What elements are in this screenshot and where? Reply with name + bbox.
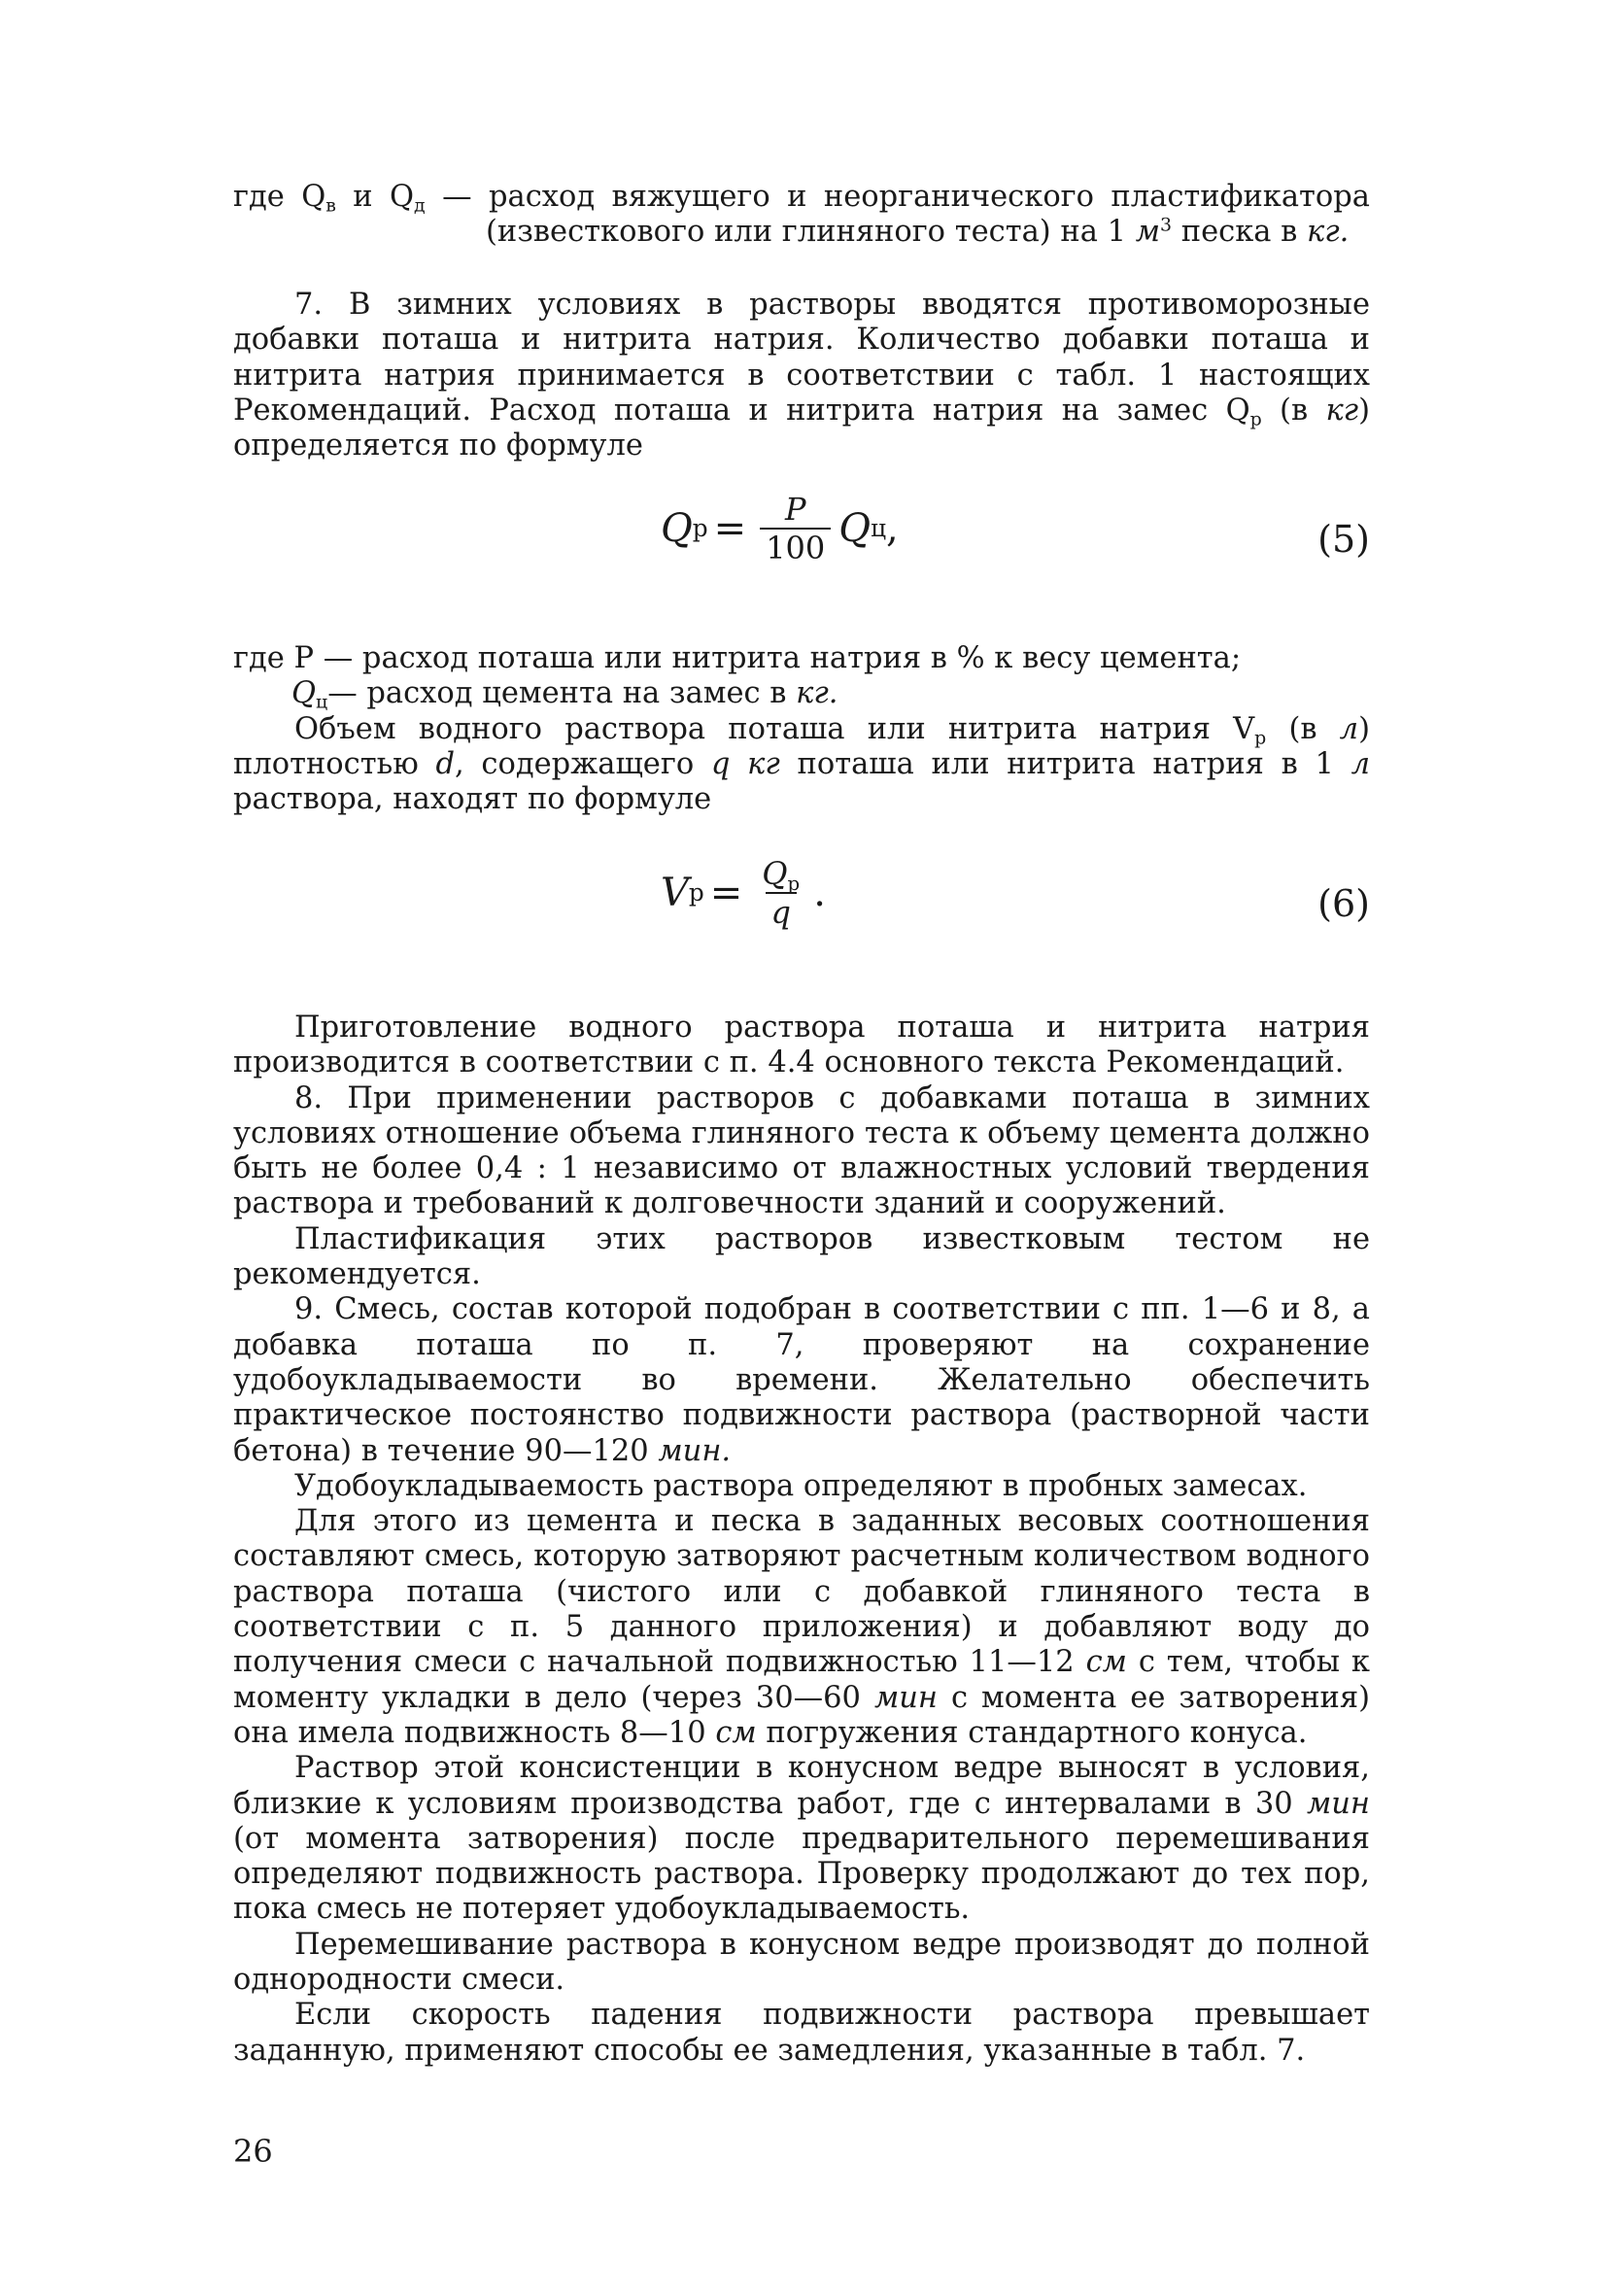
speed-paragraph: Если скорость падения подвижности раствора превышает заданную, применяют способы ее замедления, указанные в табл. 7. [233,1998,1370,2068]
volume-paragraph: Объем водного раствора поташа или нитрита натрия $V_р$ (в л) плотностью d, содержащего q кг поташа или нитрита натрия в 1 л раствора, находят по формуле [233,711,1370,817]
intro-definition: где $Q_в$ и $Q_д$ — расход вяжущего и неорганического пластификатора (известкового или глиняного теста) на 1 $м^3$ песка в кг. [233,180,1370,250]
para-7 [233,288,1370,463]
main-body [233,1011,1370,2069]
workability-paragraph: Удобоукладываемость раствора определяют в пробных замесах. [294,1468,1308,1503]
preparation-paragraph: Приготовление водного раствора поташа и нитрита натрия производится в соответствии с п. 4.4 основного текста Рекомендаций. [233,1011,1370,1080]
formula-6-number: (6) [1317,882,1370,925]
formula-5-number: (5) [1317,518,1370,561]
plastification-paragraph: Пластификация этих растворов известковым тестом не рекомендуется. [233,1221,1370,1292]
where-5-block [233,641,1370,817]
where-5-line-p: где P — расход поташа или нитрита натрия в % к весу цемента; [233,641,1242,675]
cone-paragraph: Раствор этой консистенции в конусном ведре выносят в условия, близкие к условиям производства работ, где с интервалами в 30 мин (от момента затворения) после предварительного перемешивания определяют подвижность раствора. Проверку продолжают до тех пор, пока смесь не потеряет удобоукладываемость. [233,1751,1370,1927]
formula-5-expression: Q р = $\frac{P}{100}$ Q ц , [661,491,899,566]
stirring-paragraph: Перемешивание раствора в конусном ведре производят до полной однородности смеси. [233,1927,1370,1998]
formula-6-expression: V р = $\frac{Q_р}{q}$ . [661,855,826,931]
page-number: 26 [233,2133,273,2170]
para-8: 8. При применении растворов с добавками поташа в зимних условиях отношение объема глиняного теста к объему цемента должно быть не более 0,4 : 1 независимо от влажностных условий твердения раствора и требований к долговечности зданий и сооружений. [233,1080,1370,1221]
para-7-text: 7. В зимних условиях в растворы вводятся противоморозные добавки поташа и нитрита натрия. Количество добавки поташа и нитрита натрия принимается в соответствии с табл. 1 настоящих Рекомендаций. Расход поташа и нитрита натрия на замес $Q_р$ (в кг) определяется по формуле [233,288,1370,463]
where-5-line-q: $Q_ц—$ расход цемента на замес в кг. [291,676,838,713]
intro-block [233,180,1370,251]
formula-6 [233,855,1370,952]
formula-5-fraction: $\frac{P}{100}$ [760,491,831,566]
formula-6-fraction: $\frac{Q_р}{q}$ [762,855,801,931]
para-9: 9. Смесь, состав которой подобран в соответствии с пп. 1—6 и 8, а добавка поташа по п. 7, проверяют на сохранение удобоукладываемости во времени. Желательно обеспечить практическое постоянство подвижности раствора (растворной части бетона) в течение 90—120 мин. [233,1292,1370,1468]
formula-5 [233,491,1370,578]
mix-paragraph: Для этого из цемента и песка в заданных весовых соотношения составляют смесь, которую затворяют расчетным количеством водного раствора поташа (чистого или с добавкой глиняного теста в соответствии с п. 5 данного приложения) и добавляют воду до получения смеси с начальной подвижностью 11—12 см с тем, чтобы к моменту укладки в дело (через 30—60 мин с момента ее затворения) она имела подвижность 8—10 см погружения стандартного конуса. [233,1504,1370,1750]
